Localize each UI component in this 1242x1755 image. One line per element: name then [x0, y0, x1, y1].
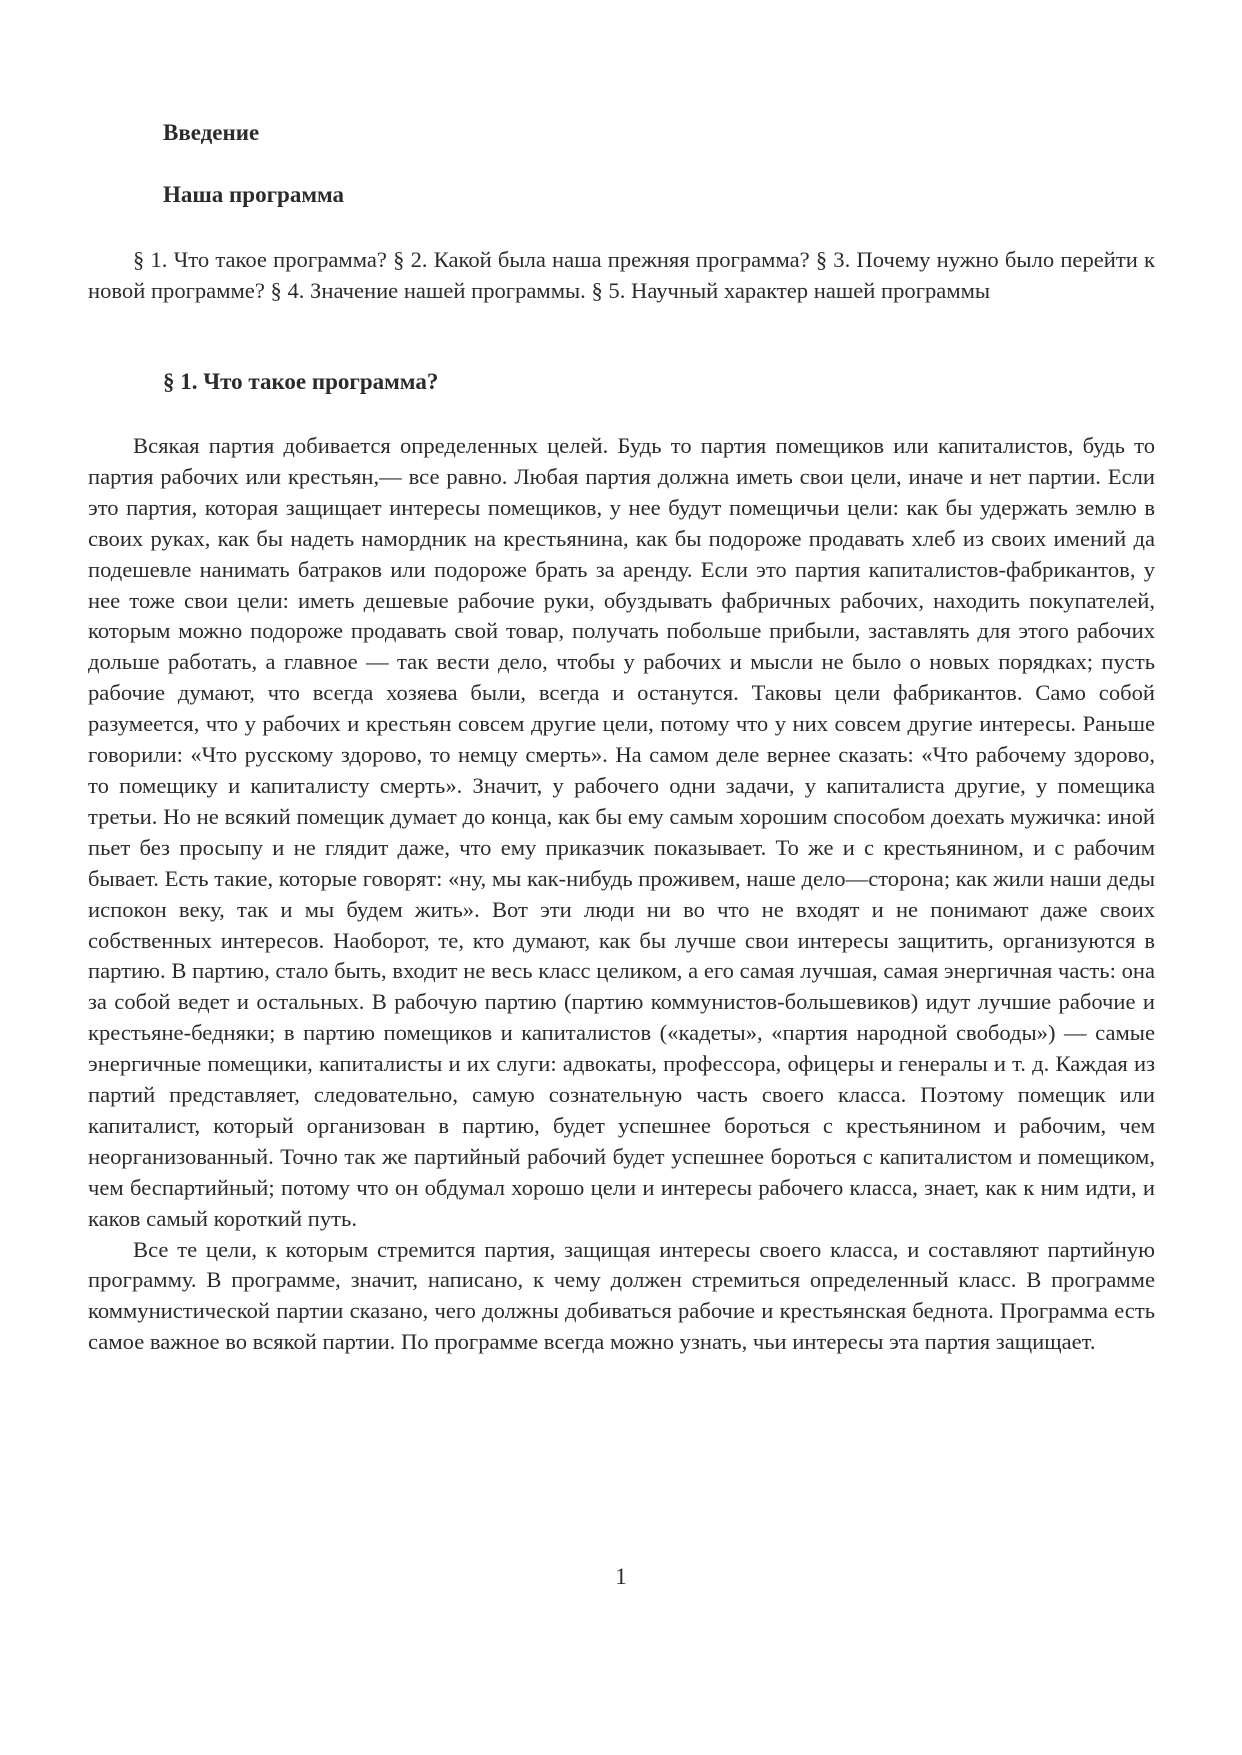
intro-heading: Введение [163, 120, 260, 145]
program-heading: Наша программа [163, 182, 345, 207]
body-paragraph: Всякая партия добивается определенных целей. Будь то партия помещиков или капиталистов, будь то партия рабочих или крестьян,— все равно. Любая партия должна иметь свои цели, иначе и нет партии. Если это партия, которая защищает интересы помещиков, у нее будут помещичьи цели: как бы удержать землю в своих руках, как бы надеть намордник на крестьянина, как бы подороже продавать хлеб из своих имений да подешевле нанимать батраков или подороже брать за аренду. Если это партия капиталистов-фабрикантов, у нее тоже свои цели: иметь дешевые рабочие руки, обуздывать фабричных рабочих, находить покупателей, которым можно подороже продавать свой товар, получать побольше прибыли, заставлять для этого рабочих дольше работать, а главное — так вести дело, чтобы у рабочих и мысли не было о новых порядках; пусть рабочие думают, что всегда хозяева были, всегда и останутся. Таковы цели фабрикантов. Само собой разумеется, что у рабочих и крестьян совсем другие цели, потому что у них совсем другие интересы. Раньше говорили: «Что русскому здорово, то немцу смерть». На самом деле вернее сказать: «Что рабочему здорово, то помещику и капиталисту смерть». Значит, у рабочего одни задачи, у капиталиста другие, у помещика третьи. Но не всякий помещик думает до конца, как бы ему самым хорошим способом доехать мужичка: иной пьет без просыпу и не глядит даже, что ему приказчик показывает. То же и с крестьянином, и с рабочим бывает. Есть такие, которые говорят: «ну, мы как-нибудь проживем, наше дело—сторона; как жили наши деды испокон веку, так и мы будем жить». Вот эти люди ни во что не входят и не понимают даже своих собственных интересов. Наоборот, те, кто думают, как бы лучше свои интересы защитить, организуются в партию. В партию, стало быть, входит не весь класс целиком, а его самая лучшая, самая энергичная часть: она за собой ведет и остальных. В рабочую партию (партию коммунистов-большевиков) идут лучшие рабочие и крестьяне-бедняки; в партию помещиков и капиталистов («кадеты», «партия народной свободы») — самые энергичные помещики, капиталисты и их слуги: адвокаты, профессора, офицеры и генералы и т. д. Каждая из партий представляет, следовательно, самую сознательную часть своего класса. Поэтому помещик или капиталист, который организован в партию, будет успешнее бороться с крестьянином и рабочим, чем неорганизованный. Точно так же партийный рабочий будет успешнее бороться с капиталистом и помещиком, чем беспартийный; потому что он обдумал хорошо цели и интересы рабочего класса, знает, как к ним идти, и каков самый короткий путь. [88, 433, 1155, 1231]
body-paragraph: Все те цели, к которым стремится партия, защищая интересы своего класса, и составляют партийную программу. В программе, значит, написано, к чему должен стремиться определенный класс. В программе коммунистической партии сказано, чего должны добиваться рабочие и крестьянская беднота. Программа есть самое важное во всякой партии. По программе всегда можно узнать, чьи интересы эта партия защищает. [88, 1236, 1155, 1355]
toc-paragraph: § 1. Что такое программа? § 2. Какой была наша прежняя программа? § 3. Почему нужно было перейти к новой программе? § 4. Значение нашей программы. § 5. Научный характер нашей программы [88, 247, 1155, 303]
page-number: 1 [615, 1564, 627, 1589]
section-heading: § 1. Что такое программа? [163, 369, 439, 394]
body-text [88, 431, 1155, 1358]
table-of-contents [88, 245, 1155, 307]
